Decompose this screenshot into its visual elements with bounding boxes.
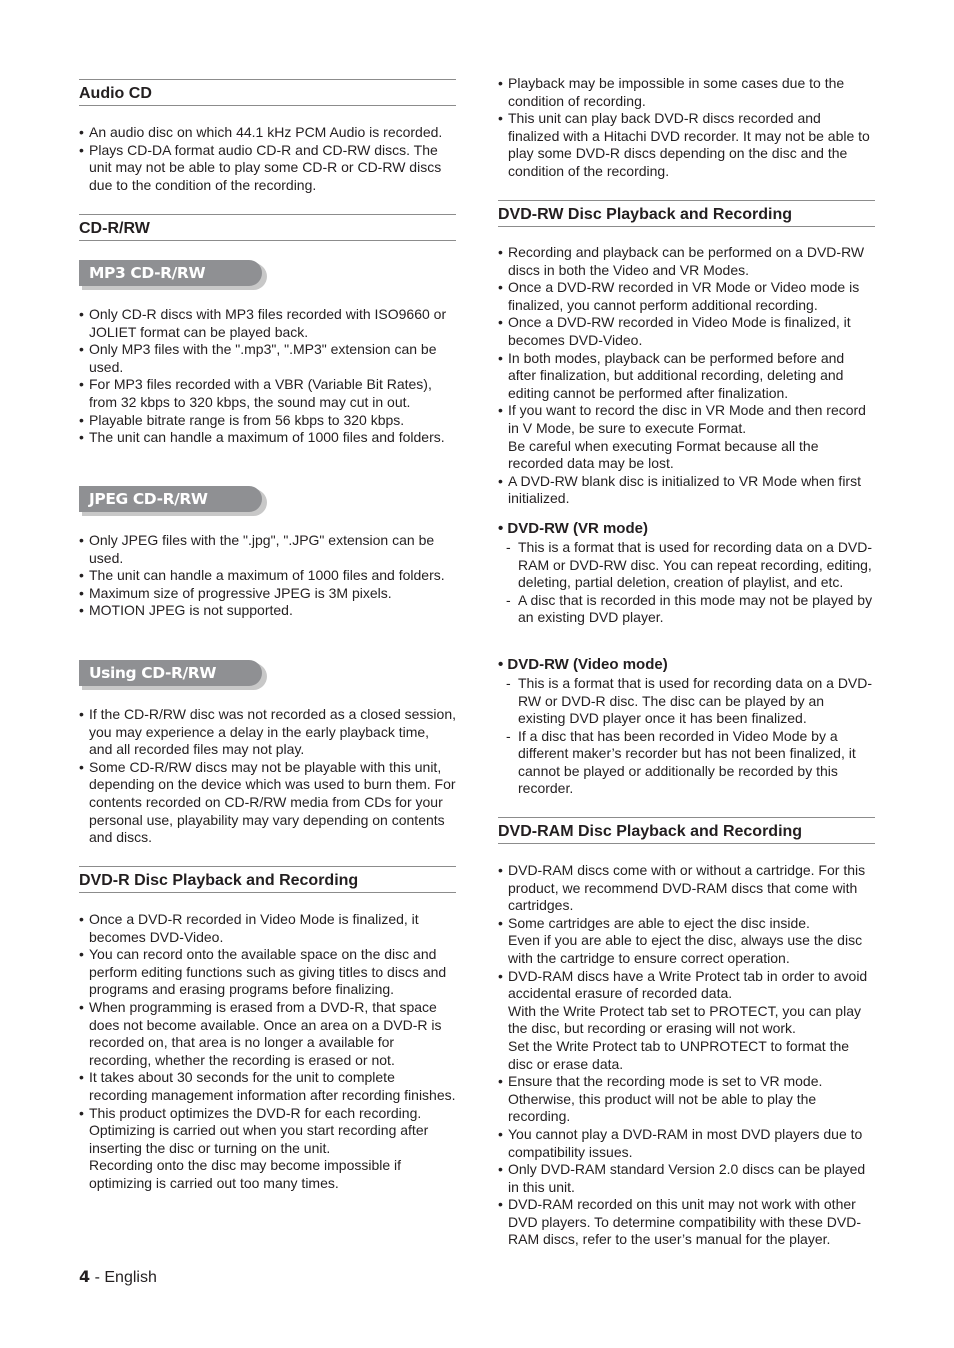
list-item-text: • This unit can play back DVD-R discs recorded and finalized with a Hitachi DVD recorder. It may not be able to play some DVD-R discs depending on the disc and the condition of the recording.: [508, 110, 870, 179]
list-item: [498, 350, 875, 403]
section-header-dvdrw: [498, 200, 875, 227]
dash-item: - If a disc that has been recorded in Video Mode by a different maker’s recorder but has not been finalized, it cannot be played or additionally be recorded by this recorder.: [506, 728, 875, 798]
list-item-text: • If you want to record the disc in VR Mode and then record in V Mode, be sure to execute Format.: [508, 402, 866, 436]
list-item-text: • DVD-RAM discs have a Write Protect tab in order to avoid accidental erasure of recorded data.: [508, 967, 868, 1002]
list-item-text: • You can record onto the available space on the disc and perform editing functions such as giving titles to discs and programs and erasing programs before finalizing.: [89, 946, 447, 998]
list-item: [79, 412, 456, 430]
bullet-list: [498, 75, 875, 181]
list-item: [498, 110, 875, 180]
list-item: [498, 1126, 875, 1161]
subheading-video-mode: • DVD-RW (Video mode): [498, 656, 668, 673]
list-item-text: • Maximum size of progressive JPEG is 3M pixels.: [89, 584, 392, 601]
bullet-list: [79, 124, 456, 194]
subsection-tab-jpeg: [79, 486, 267, 516]
list-item-text: • DVD-RAM recorded on this unit may not work with other DVD players. To determine compatibility with these DVD-RAM discs, refer to the user’s manual for the player.: [508, 1196, 861, 1248]
list-item: [498, 1196, 875, 1249]
section-title: DVD-RW Disc Playback and Recording: [498, 206, 792, 223]
subsection-label: MP3 CD-R/RW: [89, 264, 206, 282]
subsection-tab-using: [79, 660, 267, 690]
list-item: [79, 532, 456, 567]
list-item-text: With the Write Protect tab set to PROTECT, you can play the disc, but recording or erasing will not work.: [508, 1002, 861, 1037]
section-title: DVD-RAM Disc Playback and Recording: [498, 823, 803, 840]
list-item-text: • When programming is erased from a DVD-R, that space does not become available. Once an area on a DVD-R is recorded on, that area is no longer a available for recording, whether the recording is erased or not.: [89, 998, 442, 1068]
dash-item: - This is a format that is used for recording data on a DVD-RAM or DVD-RW disc. You can repeat recording, editing, deleting, partial deletion, creation of playlist, and etc.: [506, 539, 875, 592]
section-title: CD-R/RW: [79, 220, 150, 237]
dash-list: [506, 539, 875, 627]
list-item: [79, 585, 456, 603]
list-item: [79, 306, 456, 341]
list-item-text: • Only CD-R discs with MP3 files recorded with ISO9660 or JOLIET format can be played back.: [89, 306, 447, 340]
list-item-text: • The unit can handle a maximum of 1000 files and folders.: [89, 567, 445, 584]
section-header-dvdram: [498, 817, 875, 844]
list-item-text: • Playback may be impossible in some cases due to the condition of recording.: [508, 75, 845, 109]
list-item: [498, 314, 875, 349]
list-item: [79, 706, 456, 759]
bullet-list: [498, 244, 875, 508]
list-item: [498, 402, 875, 472]
list-item-text: • An audio disc on which 44.1 kHz PCM Audio is recorded.: [89, 124, 443, 140]
list-item: [79, 999, 456, 1069]
page-footer: [79, 1267, 157, 1288]
list-item-text: Recording onto the disc may become impossible if optimizing is carried out too many times.: [89, 1157, 402, 1191]
bullet-list: [79, 306, 456, 447]
list-item-text: • Once a DVD-RW recorded in VR Mode or Video mode is finalized, you cannot perform additional recording.: [508, 279, 860, 313]
list-item-text: Even if you are able to eject the disc, always use the disc with the cartridge to ensure correct operation.: [508, 932, 863, 966]
list-item-text: • Plays CD-DA format audio CD-R and CD-RW discs. The unit may not be able to play some CD-R or CD-RW discs due to the condition of the recording.: [89, 141, 442, 193]
list-item-text: • A DVD-RW blank disc is initialized to VR Mode when first initialized.: [508, 472, 861, 507]
list-item: [498, 279, 875, 314]
list-item-text: • Playable bitrate range is from 56 kbps to 320 kbps.: [89, 411, 405, 428]
list-item-text: • If the CD-R/RW disc was not recorded as a closed session, you may experience a delay in the early playback time, and all recorded files may not play.: [89, 706, 457, 758]
section-header-dvdr: [79, 866, 456, 893]
list-item-text: • Only JPEG files with the ".jpg", ".JPG" extension can be used.: [89, 532, 435, 566]
list-item-text: Be careful when executing Format because all the recorded data may be lost.: [508, 437, 819, 472]
list-item: [79, 1105, 456, 1193]
list-item-text: • It takes about 30 seconds for the unit to complete recording management information after recording finishes.: [89, 1069, 456, 1103]
section-title: DVD-R Disc Playback and Recording: [79, 872, 359, 889]
subsection-label: Using CD-R/RW: [89, 664, 217, 682]
list-item: [79, 567, 456, 585]
dash-list: [506, 675, 875, 798]
list-item-text: • Ensure that the recording mode is set to VR mode. Otherwise, this product will not be able to play the recording.: [508, 1073, 823, 1125]
list-item-text: • Only DVD-RAM standard Version 2.0 discs can be played in this unit.: [508, 1161, 866, 1195]
list-item: [79, 341, 456, 376]
list-item: [498, 473, 875, 508]
list-item-text: • Once a DVD-RW recorded in Video Mode is finalized, it becomes DVD-Video.: [508, 314, 851, 348]
section-header-audio-cd: [79, 79, 456, 106]
list-item: [79, 376, 456, 411]
list-item: [79, 602, 456, 620]
dash-item: - A disc that is recorded in this mode may not be played by an existing DVD player.: [506, 592, 875, 627]
list-item-text: • Only MP3 files with the ".mp3", ".MP3" extension can be used.: [89, 341, 437, 375]
list-item-text: • For MP3 files recorded with a VBR (Variable Bit Rates), from 32 kbps to 320 kbps, the sound may cut in out.: [89, 376, 432, 410]
subheading-vr-mode: • DVD-RW (VR mode): [498, 520, 648, 537]
page-language: - English: [94, 1269, 157, 1286]
subsection-tab-mp3: [79, 260, 267, 290]
list-item-text: • In both modes, playback can be performed before and after finalization, but additional recording, deleting and editing cannot be performed after finalization.: [508, 349, 845, 401]
bullet-list: [79, 911, 456, 1193]
list-item: [79, 759, 456, 847]
bullet-list: [79, 532, 456, 620]
bullet-list: [498, 862, 875, 1249]
list-item-text: • You cannot play a DVD-RAM in most DVD players due to compatibility issues.: [508, 1125, 863, 1160]
list-item: [79, 429, 456, 447]
list-item: [498, 244, 875, 279]
bullet-list: [79, 706, 456, 847]
list-item: [498, 1073, 875, 1126]
list-item-text: • This product optimizes the DVD-R for each recording. Optimizing is carried out when you start recording after inserting the disc or turning on the unit.: [89, 1104, 429, 1156]
section-title: Audio CD: [79, 85, 152, 102]
list-item: [79, 124, 456, 142]
list-item-text: • The unit can handle a maximum of 1000 files and folders.: [89, 429, 445, 446]
list-item: [79, 911, 456, 946]
subsection-label: JPEG CD-R/RW: [89, 490, 208, 508]
list-item-text: • Recording and playback can be performed on a DVD-RW discs in both the Video and VR Modes.: [508, 244, 865, 278]
list-item: [79, 946, 456, 999]
list-item-text: • MOTION JPEG is not supported.: [89, 602, 293, 619]
section-header-cdrw: [79, 214, 456, 241]
list-item-text: • Some CD-R/RW discs may not be playable with this unit, depending on the device which was used to burn them. For contents recorded on CD-R/RW media from CDs for your personal use, playability may vary depending on contents and discs.: [89, 758, 456, 846]
page-number: 4: [79, 1267, 91, 1286]
list-item: [79, 1069, 456, 1104]
dash-item: - This is a format that is used for recording data on a DVD-RW or DVD-R disc. The disc can be played by an existing DVD player once it has been finalized.: [506, 675, 875, 728]
list-item: [498, 75, 875, 110]
list-item-text: • Once a DVD-R recorded in Video Mode is finalized, it becomes DVD-Video.: [89, 911, 419, 945]
list-item: [498, 968, 875, 1074]
list-item: [79, 142, 456, 195]
list-item: [498, 1161, 875, 1196]
list-item: [498, 915, 875, 968]
list-item: [498, 862, 875, 915]
list-item-text: Set the Write Protect tab to UNPROTECT to format the disc or erase data.: [508, 1037, 850, 1072]
list-item-text: • DVD-RAM discs come with or without a cartridge. For this product, we recommend DVD-RAM discs that come with cartridges.: [508, 862, 866, 914]
list-item-text: • Some cartridges are able to eject the disc inside.: [508, 914, 810, 931]
